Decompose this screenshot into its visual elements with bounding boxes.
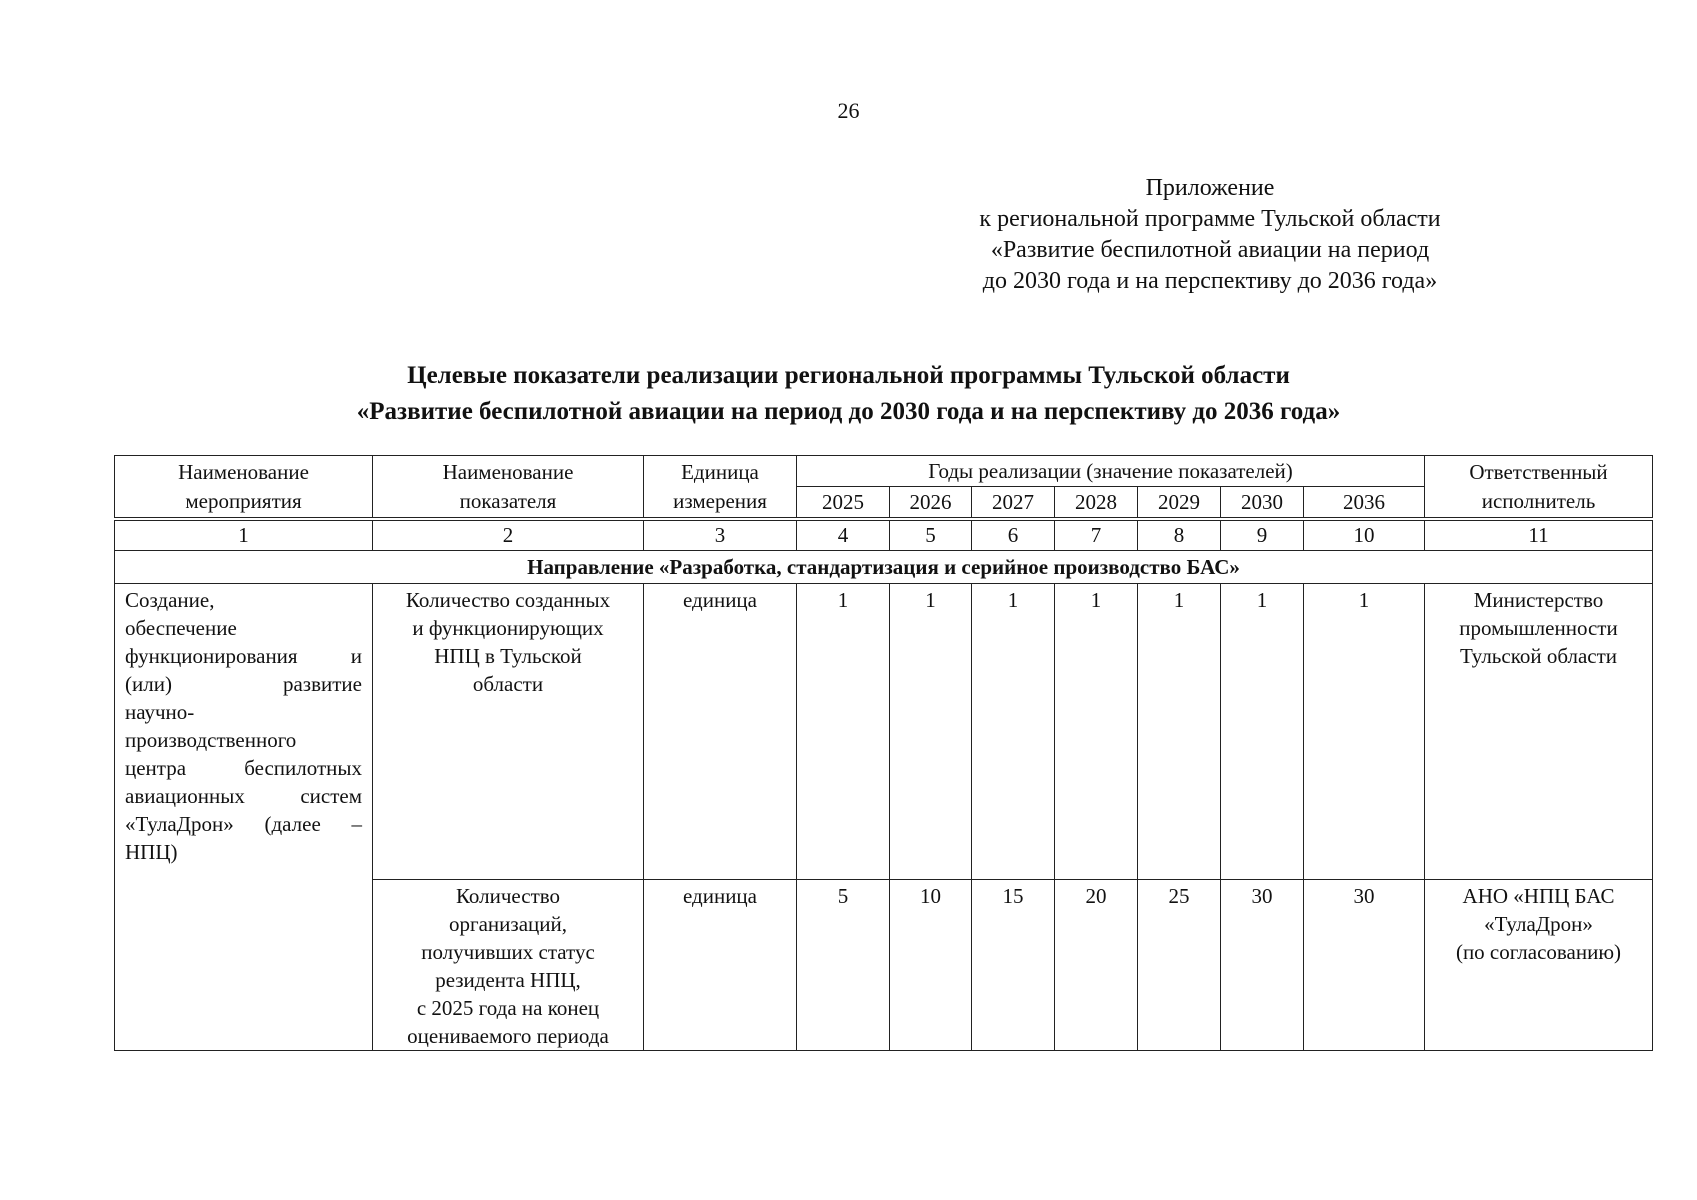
header-text: исполнитель xyxy=(1481,488,1596,513)
header-year: 2030 xyxy=(1221,487,1304,518)
column-number: 8 xyxy=(1138,521,1221,551)
document-title xyxy=(0,358,1697,430)
column-number-row xyxy=(115,521,1653,551)
header-year: 2027 xyxy=(972,487,1055,518)
column-number: 7 xyxy=(1055,521,1138,551)
header-text: Единица xyxy=(681,459,759,484)
event-line: авиационных систем xyxy=(125,784,362,808)
column-number: 2 xyxy=(373,521,644,551)
responsible-line: АНО «НПЦ БАС xyxy=(1462,884,1615,908)
appendix-line: до 2030 года и на перспективу до 2036 года» xyxy=(982,268,1438,294)
event-line: центра беспилотных xyxy=(125,756,362,780)
appendix-line: Приложение xyxy=(1145,175,1275,201)
value-cell: 30 xyxy=(1221,880,1304,1051)
event-line: функционирования и xyxy=(125,644,362,668)
section-heading: Направление «Разработка, стандартизация и серийное производство БАС» xyxy=(115,551,1653,584)
value-cell: 1 xyxy=(797,584,890,880)
value-cell: 1 xyxy=(1304,584,1425,880)
header-year: 2029 xyxy=(1138,487,1221,518)
header-text: Наименование xyxy=(442,459,574,484)
event-line: Создание, xyxy=(125,588,215,612)
header-year: 2025 xyxy=(797,487,890,518)
responsible-cell xyxy=(1425,880,1653,1051)
event-line: (или) развитие xyxy=(125,672,362,696)
header-year: 2028 xyxy=(1055,487,1138,518)
event-cell xyxy=(115,584,373,1051)
value-cell: 5 xyxy=(797,880,890,1051)
value-cell: 1 xyxy=(1221,584,1304,880)
value-cell: 1 xyxy=(1138,584,1221,880)
header-indicator xyxy=(373,456,644,518)
responsible-line: Тульской области xyxy=(1459,644,1618,668)
responsible-line: (по согласованию) xyxy=(1455,940,1622,964)
indicator-line: резидента НПЦ, xyxy=(435,968,581,992)
value-cell: 20 xyxy=(1055,880,1138,1051)
header-year: 2036 xyxy=(1304,487,1425,518)
header-text: Наименование xyxy=(178,459,309,484)
indicator-cell xyxy=(373,880,644,1051)
indicator-line: НПЦ в Тульской xyxy=(434,644,582,668)
header-year: 2026 xyxy=(890,487,972,518)
value-cell: 1 xyxy=(972,584,1055,880)
table-row xyxy=(115,584,1653,880)
column-number: 3 xyxy=(644,521,797,551)
event-line: производственного xyxy=(125,728,297,752)
column-number: 9 xyxy=(1221,521,1304,551)
unit-cell: единица xyxy=(644,880,797,1051)
value-cell: 1 xyxy=(890,584,972,880)
column-number: 10 xyxy=(1304,521,1425,551)
event-line: «ТулаДрон» (далее – xyxy=(125,812,362,836)
header-text: показателя xyxy=(459,488,557,513)
header-event xyxy=(115,456,373,518)
event-line: научно- xyxy=(125,700,195,724)
responsible-line: Министерство xyxy=(1473,588,1604,612)
value-cell: 1 xyxy=(1055,584,1138,880)
value-cell: 10 xyxy=(890,880,972,1051)
value-cell: 30 xyxy=(1304,880,1425,1051)
unit-cell: единица xyxy=(644,584,797,880)
appendix-line: «Развитие беспилотной авиации на период xyxy=(990,237,1430,263)
header-text: мероприятия xyxy=(185,488,302,513)
responsible-cell xyxy=(1425,584,1653,880)
indicator-line: получивших статус xyxy=(421,940,595,964)
responsible-line: «ТулаДрон» xyxy=(1484,912,1593,936)
indicator-line: организаций, xyxy=(449,912,567,936)
header-unit xyxy=(644,456,797,518)
indicator-cell xyxy=(373,584,644,880)
column-number: 11 xyxy=(1425,521,1653,551)
header-text: Ответственный xyxy=(1469,459,1608,484)
responsible-line: промышленности xyxy=(1459,616,1618,640)
indicator-line: с 2025 года на конец xyxy=(416,996,600,1020)
column-number: 6 xyxy=(972,521,1055,551)
indicator-line: оцениваемого периода xyxy=(407,1024,609,1048)
title-line: «Развитие беспилотной авиации на период до 2030 года и на перспективу до 2036 года» xyxy=(356,398,1341,425)
header-years-group: Годы реализации (значение показателей) xyxy=(797,456,1425,487)
title-line: Целевые показатели реализации региональной программы Тульской области xyxy=(407,362,1290,389)
event-line: НПЦ) xyxy=(125,840,178,864)
column-number: 5 xyxy=(890,521,972,551)
appendix-line: к региональной программе Тульской области xyxy=(979,206,1441,232)
indicator-line: Количество xyxy=(455,884,561,908)
column-number: 1 xyxy=(115,521,373,551)
event-line: обеспечение xyxy=(125,616,237,640)
value-cell: 25 xyxy=(1138,880,1221,1051)
indicator-line: Количество созданных xyxy=(405,588,611,612)
page-number: 26 xyxy=(837,98,860,123)
appendix-note xyxy=(940,173,1480,297)
indicators-table xyxy=(114,455,1653,1051)
indicator-line: и функционирующих xyxy=(412,616,604,640)
column-number: 4 xyxy=(797,521,890,551)
header-text: измерения xyxy=(673,488,767,513)
section-row xyxy=(115,551,1653,584)
indicator-line: области xyxy=(472,672,544,696)
header-row xyxy=(115,456,1653,487)
header-responsible xyxy=(1425,456,1653,518)
value-cell: 15 xyxy=(972,880,1055,1051)
